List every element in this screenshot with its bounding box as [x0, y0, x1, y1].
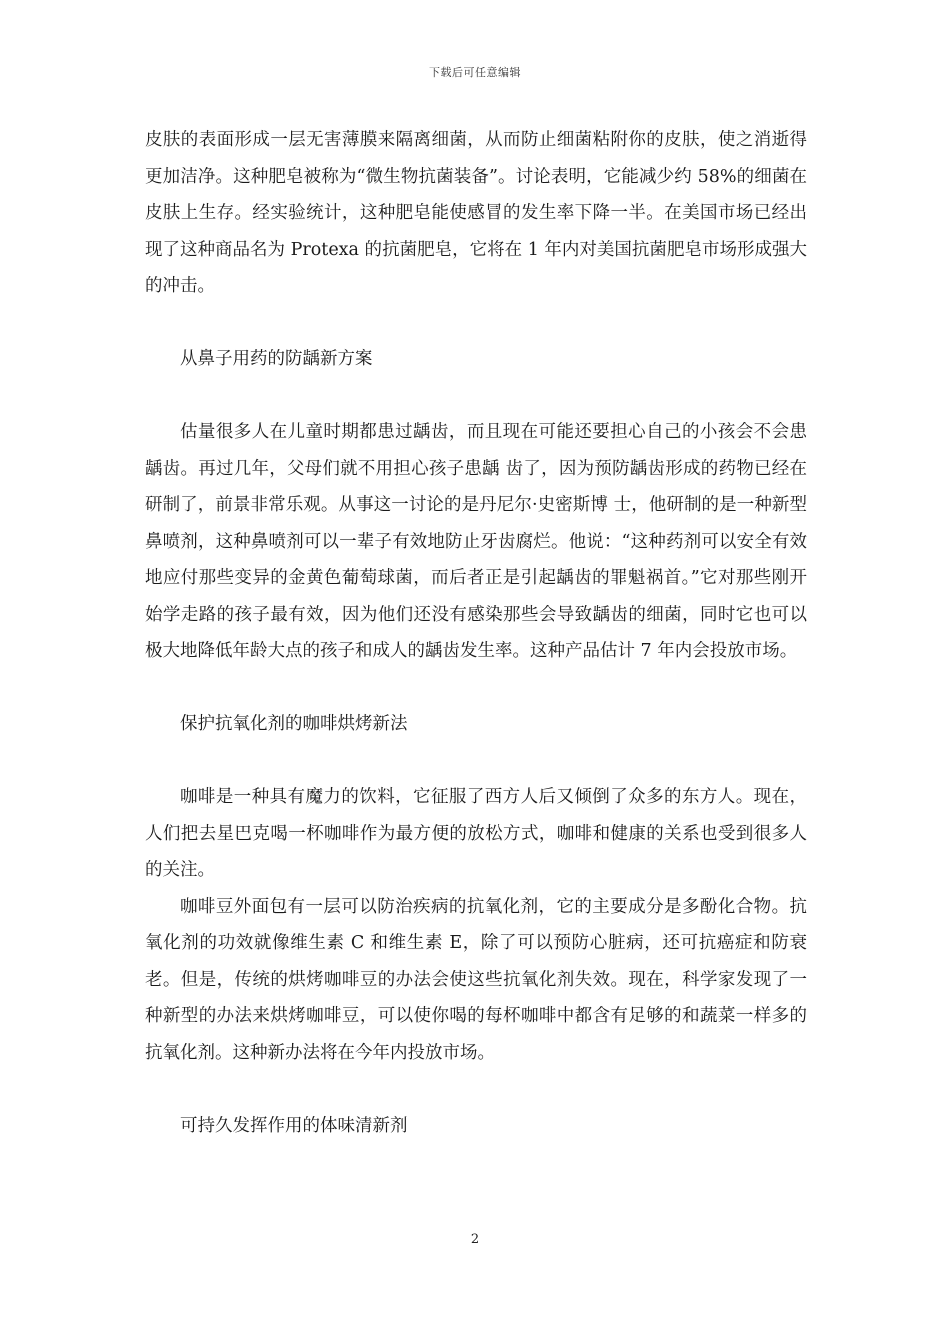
spacer [145, 1071, 807, 1108]
spacer [145, 378, 807, 415]
spacer [145, 670, 807, 707]
spacer [145, 743, 807, 780]
page-header: 下载后可任意编辑 [429, 66, 521, 79]
page-number: 2 [470, 1232, 480, 1247]
section-heading-nasal-spray: 从鼻子用药的防龋新方案 [180, 349, 373, 369]
document-body [145, 122, 807, 1144]
spacer [145, 305, 807, 342]
paragraph-coffee-intro: 咖啡是一种具有魔力的饮料，它征服了西方人后又倾倒了众多的东方人。现在，人们把去星巴克喝一杯咖啡作为最方便的放松方式，咖啡和健康的关系也受到很多人的关注。 [145, 787, 807, 880]
section-heading-deodorant: 可持久发挥作用的体味清新剂 [180, 1115, 408, 1136]
section-heading-coffee-roasting: 保护抗氧化剂的咖啡烘烤新法 [180, 714, 408, 734]
paragraph-coffee-antioxidants: 咖啡豆外面包有一层可以防治疾病的抗氧化剂，它的主要成分是多酚化合物。抗氧化剂的功效就像维生素 C 和维生素 E，除了可以预防心脏病，还可抗癌症和防衰老。但是，传统的烘烤咖啡豆的办法会使这些抗氧化剂失效。现在，科学家发现了一种新型的办法来烘烤咖啡豆，可以使你喝的每杯咖啡中都含有足够的和蔬菜一样多的抗氧化剂。这种新办法将在今年内投放市场。 [145, 896, 807, 1063]
paragraph-antibacterial-soap: 皮肤的表面形成一层无害薄膜来隔离细菌，从而防止细菌粘附你的皮肤，使之消逝得更加洁净。这种肥皂被称为“微生物抗菌装备”。讨论表明，它能减少约 58%的细菌在皮肤上生存。经实验统计，这种肥皂能使感冒的发生率下降一半。在美国市场已经出现了这种商品名为 Protexa 的抗菌肥皂，它将在 1 年内对美国抗菌肥皂市场形成强大的冲击。 [145, 130, 807, 296]
paragraph-nasal-spray: 估量很多人在儿童时期都患过龋齿，而且现在可能还要担心自己的小孩会不会患龋齿。再过几年，父母们就不用担心孩子患龋 齿了，因为预防龋齿形成的药物已经在研制了，前景非常乐观。从事这一讨论的是丹尼尔·史密斯博 士，他研制的是一种新型鼻喷剂，这种鼻喷剂可以一辈子有效地防止牙齿腐烂。他说：“这种药剂可以安全有效地应付那些变异的金黄色葡萄球菌，而后者正是引起龋齿的罪魁祸首。”它对那些刚开始学走路的孩子最有效，因为他们还没有感染那些会导致龋齿的细菌，同时它也可以极大地降低年龄大点的孩子和成人的龋齿发生率。这种产品估计 7 年内会投放市场。 [145, 422, 807, 661]
